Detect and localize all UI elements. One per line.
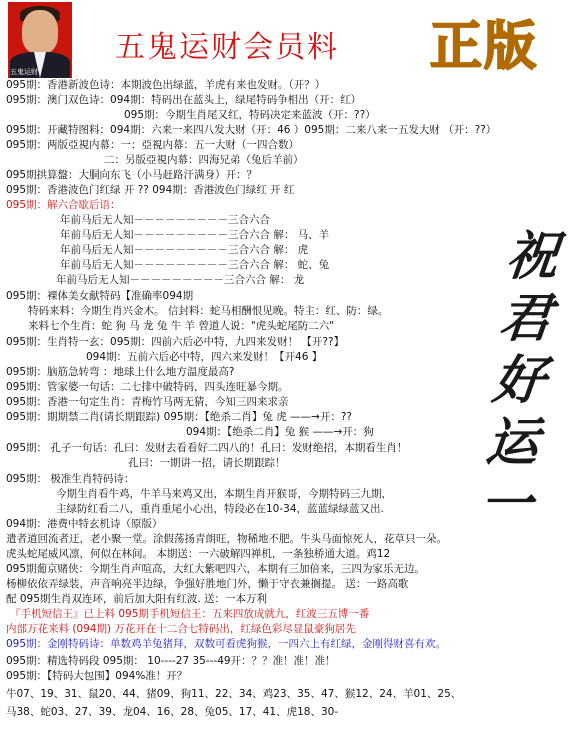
text-line: 095期：精选特码段 095期： 10----27 35---49开：？？准！准！准！ bbox=[6, 655, 336, 667]
page-title: 五鬼运财会员料 bbox=[115, 30, 339, 65]
text-line: 095期：两版亞視内幕：一：亞視内幕：五一大财（一四合数） bbox=[6, 139, 300, 151]
blessing-text: 祝君好运一 bbox=[476, 226, 562, 535]
text-line: 杨柳依依弄绿装，声音响亮半边绿，争强好胜地门外，懒于守衣兼搁提。 送：一路高歌 bbox=[6, 578, 409, 590]
text-line: 遣者道回流者迂，老小聚一堂。涂假荡扬青朗旺，物稀地不肥。牛头马面惊死人，花草只一朵。 bbox=[6, 533, 447, 545]
text-line: 095期：香港新波色诗：本期波色出绿蓝，羊虎有来也发财。（开？） bbox=[6, 79, 326, 91]
text-line: 095期：开藏特图料：094期：六来一来四八发大财（开：46 ）095期：二来八来一五发大财 （开：??） bbox=[6, 124, 497, 136]
text-line: 配 095期生肖双连环，前后加大阳有红波. 送：一本万利 bbox=[6, 593, 268, 605]
text-line: 095期：【特码大包围】094%准！开？ bbox=[6, 670, 188, 682]
text-line: 095期：解六合歇后语： bbox=[6, 199, 121, 211]
text-line: 094期：【绝杀二肖】兔 猴 ——→开：狗 bbox=[186, 426, 374, 438]
text-line: 095期葡京赌侠：今期生肖声喧高，大红大紫吧四六，本期有三加倍来，三四为家乐无边。 bbox=[6, 563, 426, 575]
text-line: 二：另版亞視内幕：四海兄弟（兔后羊前） bbox=[104, 154, 304, 166]
text-line: 094期：港费中特玄机诗（原版） bbox=[6, 518, 163, 530]
text-line: 095期： 极准生肖特码诗： bbox=[6, 473, 135, 485]
text-line: 年前马后无人知－－－－－－－－－三合六合 解： 龙 bbox=[56, 274, 305, 286]
text-line: 年前马后无人知－－－－－－－－－三合六合 解： 蛇、兔 bbox=[60, 259, 330, 271]
text-line: 年前马后无人知－－－－－－－－－三合六合 解： 虎 bbox=[60, 244, 309, 256]
text-line: 孔曰：一期讲一招，请长期跟踪！ bbox=[128, 457, 286, 469]
text-line: 095期： 孔子一句话：孔曰：发财去看看好二四八的！孔曰：发财绝招，本期看生肖！ bbox=[6, 442, 408, 454]
text-line: 094期：五前六后必中特，四六来发财！【开46 】 bbox=[86, 351, 323, 363]
text-line: 马38、蛇03、27、39、龙04、16、28、兔05、17、41、虎18、30- bbox=[6, 706, 339, 718]
text-line: 年前马后无人知－－－－－－－－－三合六合 bbox=[60, 214, 270, 226]
text-line: 095期：金刚特码诗：单数鸡羊兔猪拜，双数可看虎狗猴，一四六上有红绿，金刚得财喜有欢。 bbox=[6, 638, 447, 650]
genuine-badge: 正版 bbox=[430, 17, 539, 77]
text-line: 今期生肖看牛鸡，牛羊马来鸡又出，本期生肖开猴哥，今期特码三九期， bbox=[56, 488, 392, 500]
text-line: 095期：香港一句定生肖：青梅竹马两无猜，今知三四来求亲 bbox=[6, 396, 289, 408]
text-line: 095期：香港波色门红绿 开 ?? 094期：香港波色门绿红 开 红 bbox=[6, 184, 295, 196]
text-line: 『手机短信王』已上料 095期手机短信王：五来四放成就九，红波三五博一番 bbox=[10, 608, 370, 620]
text-line: 虎头蛇尾威风凛，何似在林间。 本期送：一六破解四禅机，一条独桥通大道。鸡12 bbox=[6, 548, 391, 560]
text-line: 主绿防红看二八，重肖重尾小心出，特段必在10-34，蓝蓝绿绿蓝又出. bbox=[56, 503, 384, 515]
text-line: 095期：管家婆一句话：二七排中破特码，四头连旺暴今期。 bbox=[6, 381, 289, 393]
text-line: 095期：裸体美女献特码【准确率094期 bbox=[6, 290, 194, 302]
avatar-photo bbox=[8, 2, 72, 78]
text-line: 095期：生肖特一玄：095期：四前六后必中特，九四来发财！ 【开??】 bbox=[6, 336, 345, 348]
text-line: 年前马后无人知－－－－－－－－－三合六合 解： 马、羊 bbox=[60, 229, 330, 241]
text-line: 095期：澳门双色诗：094期：特码出在蓝头上，绿尾特码争相出（开：红） bbox=[6, 94, 362, 106]
text-line: 内部万花来料 (094期) 万花开在十二合七特码出，红绿色彩尽显鼠豪狗居先 bbox=[6, 623, 356, 635]
text-line: 095期：期期禁二肖(请长期跟踪) 095期：【绝杀二肖】兔 虎 ——→开：?? bbox=[6, 411, 352, 423]
text-line: 095期拱算盤：大胴向东飞（小马赶路汗满身）开：？ bbox=[6, 169, 258, 181]
text-line: 095期：今期生肖尾又红，特码决定来蓝波（开：??） bbox=[124, 109, 376, 121]
portrait-face bbox=[22, 10, 58, 54]
text-line: 牛07、19、31、鼠20、44、猪09、狗11、22、34、鸡23、35、47、猴12、24、羊01、25、 bbox=[6, 688, 462, 700]
text-line: 095期：脑筋急转弯 ：地球上什么地方温度最高? bbox=[6, 366, 235, 378]
photo-tag: 五鬼运财 bbox=[10, 68, 38, 76]
text-line: 来料七个生肖：蛇 狗 马 龙 兔 牛 羊 曾道人说："虎头蛇尾防二六" bbox=[28, 320, 335, 332]
text-line: 特码来料：今期生肖兴金木。 信封料：蛇马相酬恨见晚。特主：红、防：绿。 bbox=[28, 305, 389, 317]
